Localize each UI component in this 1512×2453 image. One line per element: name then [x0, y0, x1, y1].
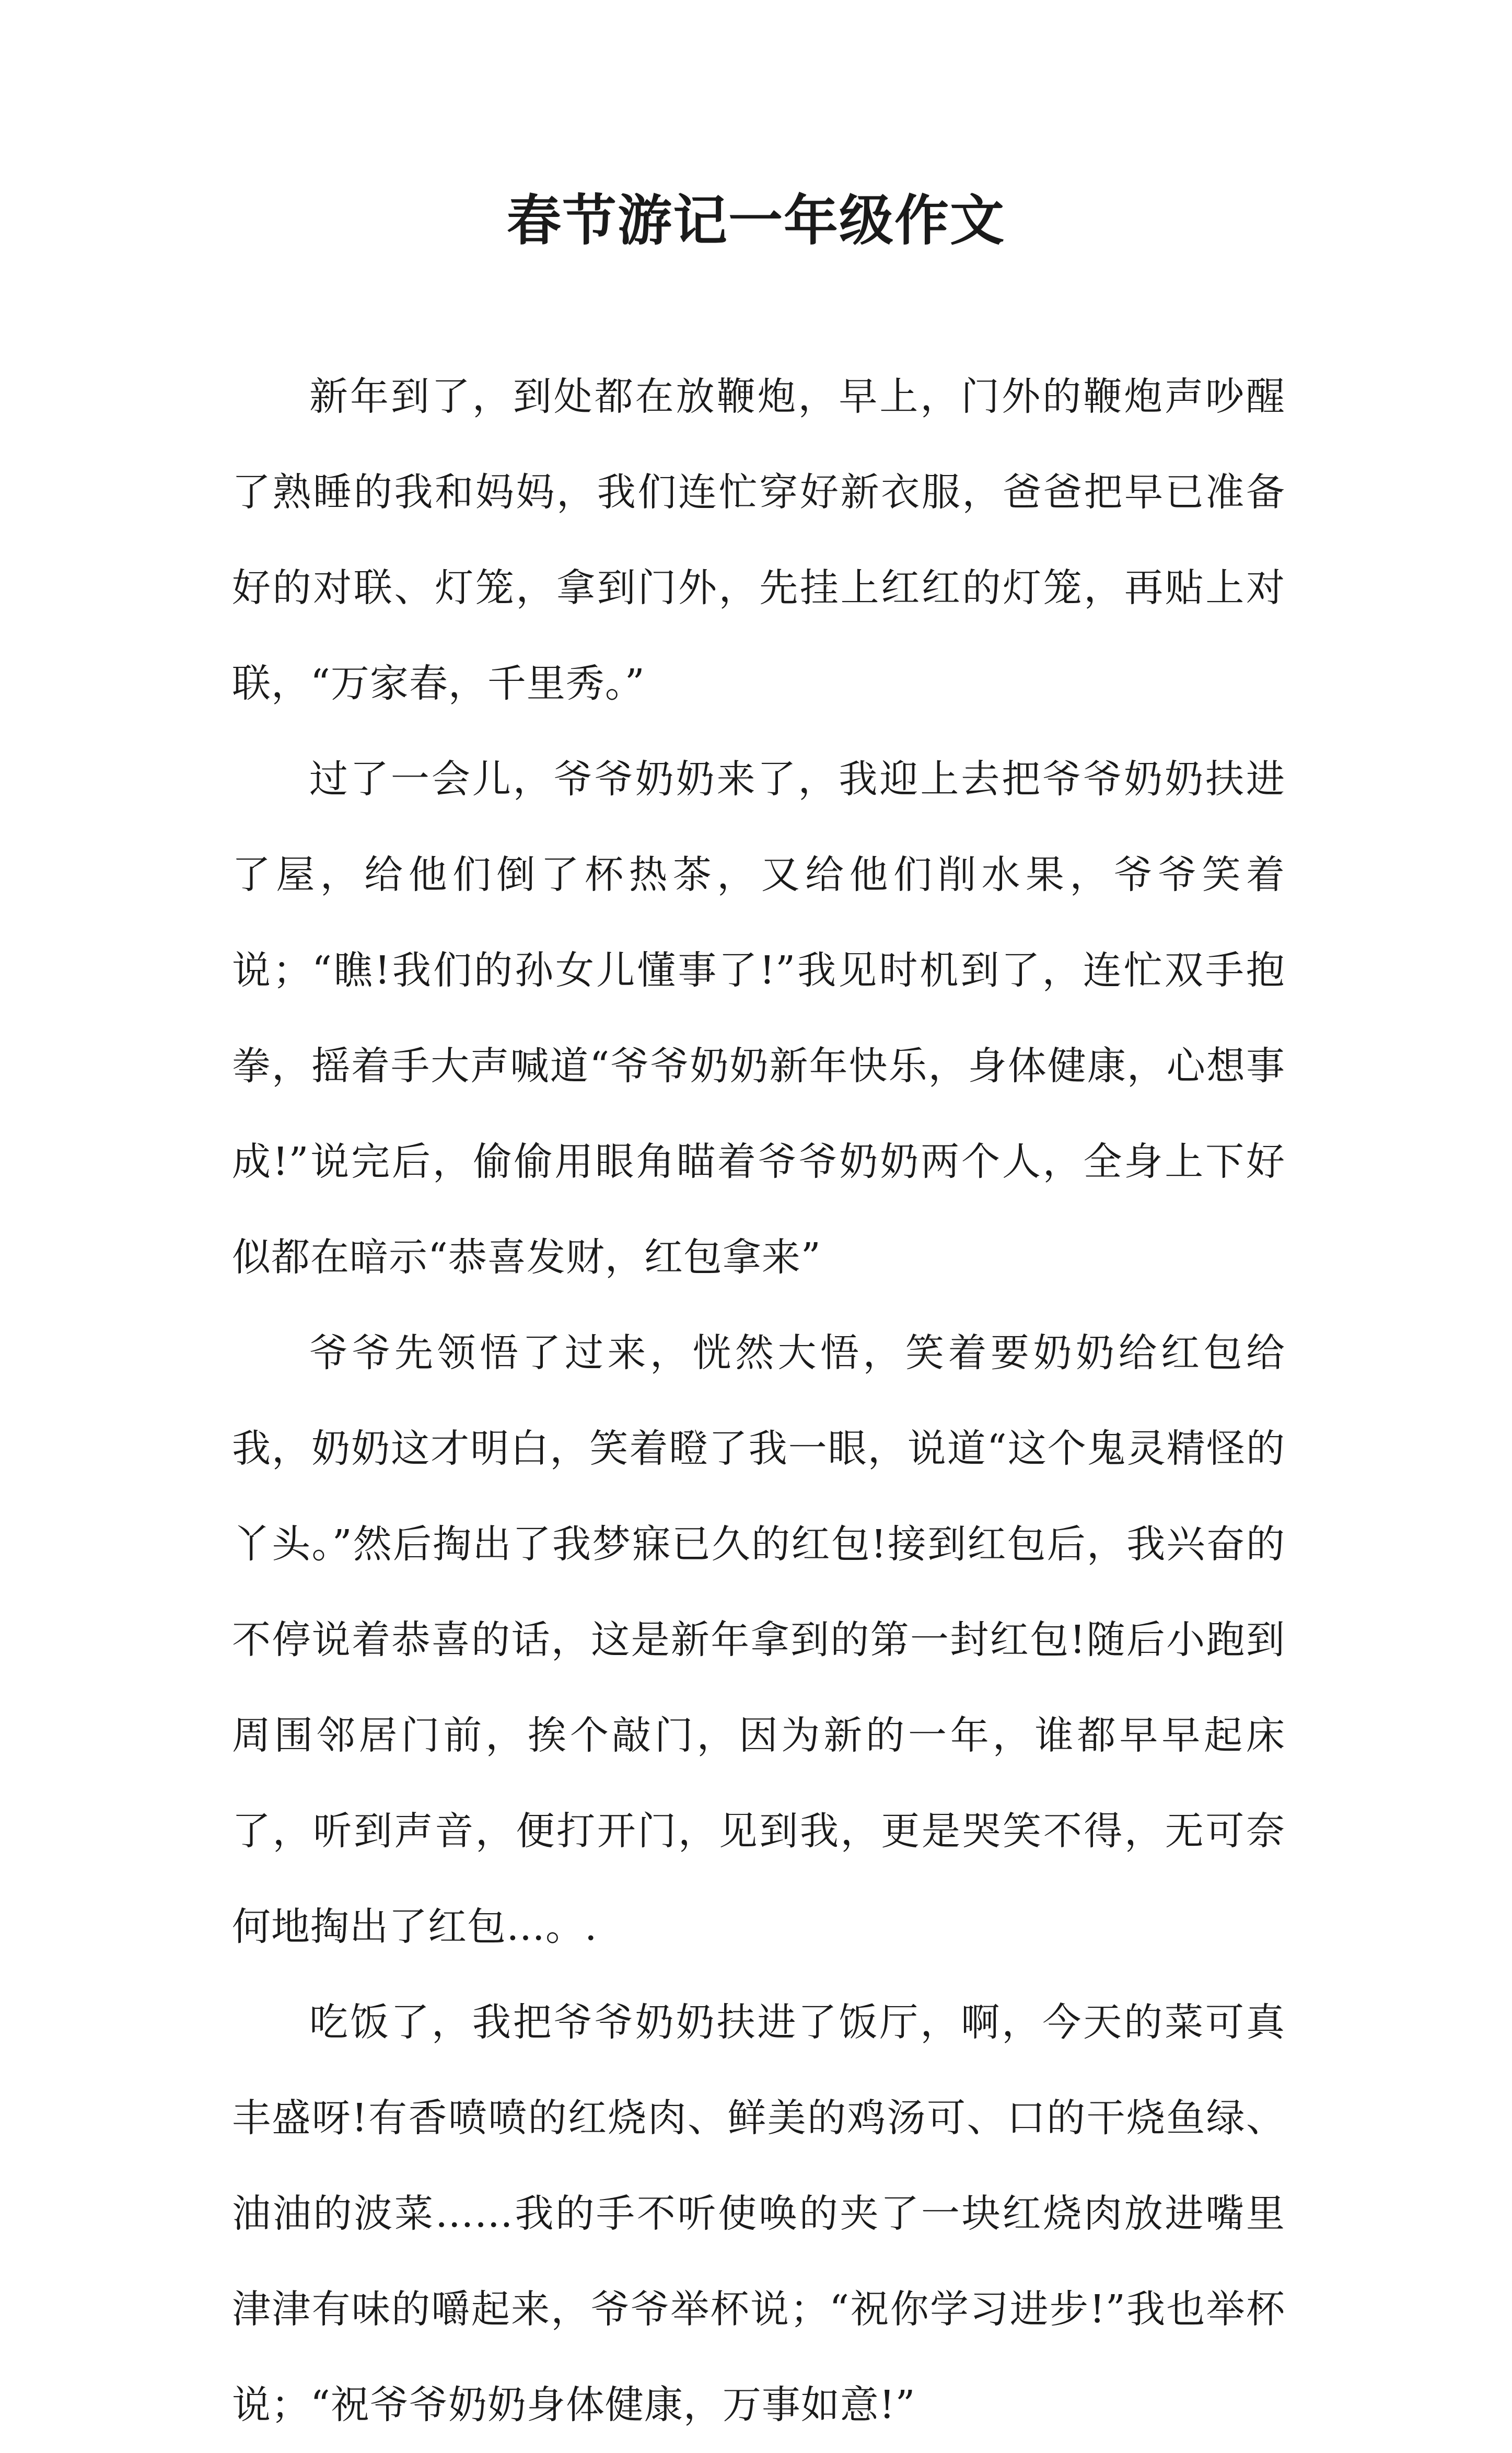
document-title: 春节游记一年级作文 [506, 188, 1005, 252]
document-body [232, 349, 1285, 2453]
paragraph-1: 新年到了，到处都在放鞭炮，早上，门外的鞭炮声吵醒了熟睡的我和妈妈，我们连忙穿好新衣服，爸爸把早已准备好的对联、灯笼，拿到门外，先挂上红红的灯笼，再贴上对联，“万家春，千里秀。” [232, 374, 1285, 706]
paragraph-3: 爷爷先领悟了过来，恍然大悟，笑着要奶奶给红包给我，奶奶这才明白，笑着瞪了我一眼，说道“这个鬼灵精怪的丫头。”然后掏出了我梦寐已久的红包!接到红包后，我兴奋的不停说着恭喜的话，这是新年拿到的第一封红包!随后小跑到周围邻居门前，挨个敲门，因为新的一年，谁都早早起床了，听到声音，便打开门，见到我，更是哭笑不得，无可奈何地掏出了红包…。. [232, 1330, 1285, 1949]
paragraph-4: 吃饭了，我把爷爷奶奶扶进了饭厅，啊，今天的菜可真丰盛呀!有香喷喷的红烧肉、鲜美的鸡汤可、口的干烧鱼绿、油油的波菜……我的手不听使唤的夹了一块红烧肉放进嘴里津津有味的嚼起来，爷爷举杯说；“祝你学习进步!”我也举杯说；“祝爷爷奶奶身体健康，万事如意!” [232, 2000, 1285, 2427]
paragraph-2: 过了一会儿，爷爷奶奶来了，我迎上去把爷爷奶奶扶进了屋，给他们倒了杯热茶，又给他们削水果，爷爷笑着说；“瞧!我们的孙女儿懂事了!”我见时机到了，连忙双手抱拳，摇着手大声喊道“爷爷奶奶新年快乐，身体健康，心想事成!”说完后，偷偷用眼角瞄着爷爷奶奶两个人，全身上下好似都在暗示“恭喜发财，红包拿来” [232, 757, 1285, 1280]
